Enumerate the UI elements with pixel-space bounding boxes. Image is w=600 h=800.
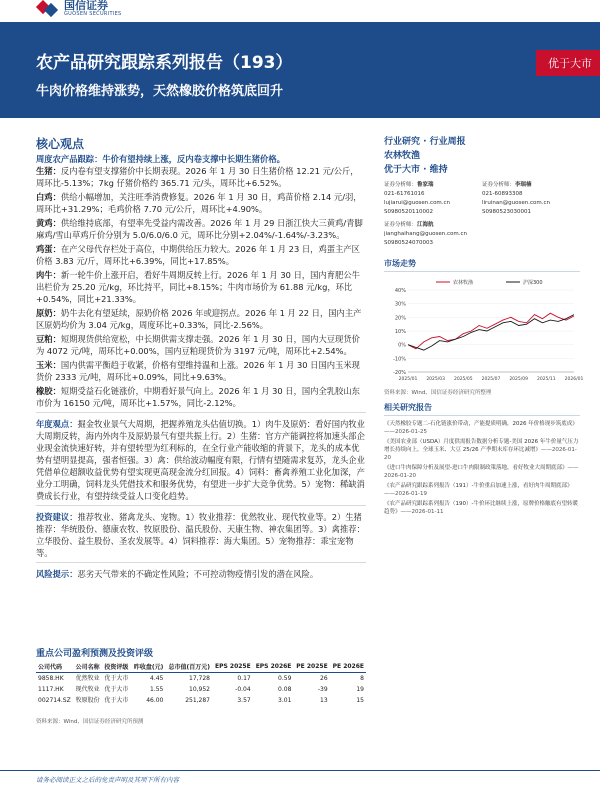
divider xyxy=(36,505,366,506)
related-report-link[interactable]: 《农产品研究跟踪系列报告（191）-牛价重启加速上涨，看好肉牛周期底部》——2026-01-19 xyxy=(384,483,573,497)
x-tick-label: 2025/09 xyxy=(509,377,529,382)
right-column xyxy=(384,135,584,518)
paragraph-list xyxy=(36,165,366,409)
report-category: 行业研究 · 行业周报 xyxy=(384,137,466,147)
analyst-role: 证券分析师： xyxy=(384,182,418,188)
related-report-link[interactable]: 《天然橡胶专题二-石化链涨价带动，产能提质明确，2026 年价格现步筑底成》——2026-01-25 xyxy=(384,421,578,435)
core-view-title: 核心观点 xyxy=(36,137,85,151)
analyst-list xyxy=(384,181,580,252)
table-cell: 13 xyxy=(320,697,328,704)
rating-badge: 优于大市 xyxy=(536,50,600,76)
logo-mark-icon xyxy=(36,0,62,16)
logo xyxy=(36,0,122,22)
risk-warning: 风险提示：恶劣天气带来的不确定性风险；不可控动物疫情引发的潜在风险。 xyxy=(36,569,319,579)
forecast-table xyxy=(36,661,366,706)
x-tick-label: 2025/07 xyxy=(481,377,501,382)
y-tick-label: -20% xyxy=(393,370,406,376)
table-cell: 251,287 xyxy=(185,697,210,704)
table-cell: 002714.SZ xyxy=(38,697,71,704)
commodity-paragraph: 豆粕：短期现货供给宽松，中长期供需支撑走强。2026 年 1 月 30 日，国内大豆现货价为 4072 元/吨，周环比+0.00%，国内豆粕现货价为 3197 元/吨，周环比+2.54%。 xyxy=(36,334,360,356)
commodity-paragraph: 白鸡：供给小幅增加，关注旺季消费修复。2026 年 1 月 30 日，鸡苗价格 2.14 元/羽，周环比+31.29%；毛鸡价格 7.70 元/公斤，周环比+4.90%。 xyxy=(36,192,362,214)
chart-source: 资料来源：Wind、国信证券经济研究所整理 xyxy=(384,390,492,396)
table-source: 资料来源：Wind、国信证券经济研究所预测 xyxy=(36,719,144,725)
analyst-code: S0980524070003 xyxy=(384,240,433,246)
commodity-paragraph: 鸡蛋：在产父母代存栏处于高位，中期供给压力较大。2026 年 1 月 23 日，鸡蛋主产区价格 3.83 元/斤，周环比+6.39%，同比+17.85%。 xyxy=(36,244,360,266)
rating: 优于大市 · 维持 xyxy=(384,165,448,175)
report-subtitle: 牛肉价格维持涨势，天然橡胶价格筑底回升 xyxy=(36,84,284,99)
analyst-name: 李瑞楠 xyxy=(515,182,532,188)
table-cell: 4.45 xyxy=(150,675,164,682)
commodity-paragraph: 玉米：国内供需平衡趋于收紧，价格有望维持温和上涨。2026 年 1 月 30 日国内玉米现货价 2333 元/吨，周环比+0.09%，同比+9.63%。 xyxy=(36,360,360,382)
table-header-cell: 公司名称 xyxy=(74,661,103,673)
related-report-link[interactable]: 《美国农业部（USDA）月度供需报告数据分析专题-美国 2026 年牛价量气压力增长持续向上，全球玉米、大豆 25/26 产季期末库存环比减增》——2026-01-20 xyxy=(384,439,579,461)
analyst-name: 鲁家瑞 xyxy=(417,182,434,188)
y-tick-label: 20% xyxy=(394,315,406,322)
table-header-cell: 投资评级 xyxy=(102,661,131,673)
commodity-paragraph: 肉牛：新一轮牛价上涨开启，看好牛周期反转上行。2026 年 1 月 30 日，国内育肥公牛出栏价为 25.20 元/kg，环比持平，同比+8.15%；牛肉市场价为 61.88 元/kg，环比+0.54%，同比+21.33%。 xyxy=(36,270,360,304)
analyst-card xyxy=(384,221,482,248)
x-tick-label: 2025/05 xyxy=(453,377,473,382)
x-tick-label: 2025/11 xyxy=(536,377,556,382)
analyst-phone: 021-60893308 xyxy=(482,191,523,197)
divider xyxy=(36,562,366,563)
table-row xyxy=(36,695,366,706)
analyst-role: 证券分析师： xyxy=(384,222,418,228)
main-column xyxy=(36,153,366,580)
analyst-card xyxy=(482,181,580,217)
table-cell: 19 xyxy=(356,686,364,693)
table-cell: 0.17 xyxy=(237,675,251,682)
analyst-card xyxy=(384,181,482,217)
analyst-code: S0980523030001 xyxy=(482,209,531,215)
table-cell: 0.08 xyxy=(278,686,292,693)
annual-view: 年度观点：掘金牧业景气大周期，把握养殖龙头估值切换。1）肉牛及原奶：看好国内牧业大周期反转，海内外肉牛及原奶景气有望共振上行。2）生猪：官方产能调控将加速头部企业现金流快速好转，并有望转型为红利标的，在全行业产能收缩的背景下，龙头的成本优势有望明显提高，强者恒强。3）禽：供给波动幅度有限，行情有望随需求复苏，龙头企业凭借单位超额收益优势有望实现更高现金流分红回报。4）饲料：畜禽养殖工业化加深，产业分工明确，饲料龙头凭借技术和服务优势，有望进一步扩大竞争优势。5）宠物：稀缺消费成长行业，有望持续受益人口变化趋势。 xyxy=(36,419,365,501)
table-row xyxy=(36,673,366,685)
investment-advice: 投资建议：推荐牧业、猪禽龙头、宠物。1）牧业推荐：优然牧业、现代牧业等。2）生猪推荐：华统股份、德康农牧、牧原股份、温氏股份、天康生物、神农集团等。3）禽推荐：立华股份、益生股份、圣农发展等。4）饲料推荐：海大集团。5）宠物推荐：乖宝宠物等。 xyxy=(36,512,365,558)
table-header-cell: PE 2026E xyxy=(330,661,366,673)
table-cell: 优于大市 xyxy=(104,686,129,693)
table-cell: 9858.HK xyxy=(38,675,64,682)
y-tick-label: 0% xyxy=(398,342,406,349)
title-banner xyxy=(0,22,600,118)
commodity-paragraph: 黄鸡：供给维持底部，有望率先受益内需改善。2026 年 1 月 29 日浙江快大三黄鸡/青脚麻鸡/雪山草鸡斤价分别为 5.0/6.0/6.0 元，周环比分别+2.04%/-1.64%/-3.23%。 xyxy=(36,218,363,240)
related-report-link[interactable]: 《进口牛肉保障分析及展望-进口牛肉限制政策落地，看好牧业大周期底部》——2026-01-20 xyxy=(384,465,579,479)
x-tick-label: 2025/01 xyxy=(398,377,418,382)
table-header-cell: EPS 2025E xyxy=(212,661,253,673)
y-tick-label: 10% xyxy=(394,329,406,335)
commodity-paragraph: 生猪：反内卷有望支撑猪价中长期表现。2026 年 1 月 30 日生猪价格 12.21 元/公斤，周环比-5.13%；7kg 仔猪价格约 365.71 元/头，周环比+6.52%。 xyxy=(36,166,359,188)
y-tick-label: 40% xyxy=(394,288,406,294)
logo-text-en: GUOSEN SECURITIES xyxy=(64,11,122,17)
table-header-cell: 昨收盘(元) xyxy=(131,661,165,673)
table-cell: 现代牧业 xyxy=(75,686,100,693)
chart-heading: 市场走势 xyxy=(384,258,580,272)
commodity-paragraph: 橡胶：短期受益石化链涨价，中期看好景气向上。2026 年 1 月 30 日，国内全乳胶山东市价为 16150 元/吨，周环比+1.57%，同比-2.12%。 xyxy=(36,386,360,408)
table-header-cell: 公司代码 xyxy=(36,661,74,673)
related-report-link[interactable]: 《农产品研究跟踪系列报告（190）-牛价环比继续上涨，原牌价格触底有望转暖趋势》——2026-01-11 xyxy=(384,501,578,515)
analyst-role: 证券分析师： xyxy=(482,182,516,188)
analyst-email[interactable]: lujiarui@guosen.com.cn xyxy=(384,200,451,206)
table-header-cell: PE 2025E xyxy=(293,661,329,673)
analyst-email[interactable]: liruinan@guosen.com.cn xyxy=(482,200,551,206)
y-tick-label: 30% xyxy=(394,301,406,308)
y-tick-label: -10% xyxy=(393,356,406,363)
table-cell: 15 xyxy=(356,697,364,704)
analyst-name: 江海航 xyxy=(417,222,434,228)
table-cell: -0.04 xyxy=(235,686,251,693)
table-cell: 17,728 xyxy=(189,675,210,682)
x-tick-label: 2025/03 xyxy=(426,377,446,382)
chart-svg xyxy=(384,276,584,386)
analyst-code: S0980520110002 xyxy=(384,209,433,215)
table-header-cell: EPS 2026E xyxy=(253,661,294,673)
table-cell: 3.01 xyxy=(278,697,292,704)
table-cell: 10,952 xyxy=(189,686,210,693)
commodity-paragraph: 原奶：奶牛去化有望延续，原奶价格 2026 年或迎拐点。2026 年 1 月 22 日，国内主产区原奶均价为 3.04 元/kg，周度环比+0.33%，同比-2.56%。 xyxy=(36,308,362,330)
table-cell: -39 xyxy=(317,686,328,693)
table-cell: 优然牧业 xyxy=(75,675,100,682)
table-cell: 牧原股份 xyxy=(75,697,100,704)
x-tick-label: 2026/01 xyxy=(564,377,584,382)
table-cell: 1117.HK xyxy=(38,686,64,693)
footer-divider xyxy=(0,770,600,771)
legend-label: 农林牧渔 xyxy=(453,280,474,286)
logo-text: 国信证券 xyxy=(64,0,108,12)
analyst-phone: 021-61761016 xyxy=(384,191,425,197)
analyst-email[interactable]: jianghaihang@guosen.com.cn xyxy=(384,231,467,237)
related-heading: 相关研究报告 xyxy=(384,402,580,416)
industry: 农林牧渔 xyxy=(384,151,421,161)
table-cell: 优于大市 xyxy=(104,675,129,682)
table-cell: 3.57 xyxy=(237,697,251,704)
related-list xyxy=(384,420,580,516)
table-header-cell: 总市值(百万元) xyxy=(165,661,212,673)
table-cell: 1.55 xyxy=(150,686,164,693)
table-cell: 优于大市 xyxy=(104,697,129,704)
table-cell: 46.00 xyxy=(146,697,164,704)
table-cell: 26 xyxy=(320,675,328,682)
table-cell: 0.59 xyxy=(278,675,292,682)
report-title: 农产品研究跟踪系列报告（193） xyxy=(36,53,293,73)
table-cell: 8 xyxy=(360,675,364,682)
divider xyxy=(36,412,366,413)
legend-label: 沪深300 xyxy=(523,280,543,286)
disclaimer: 请务必阅读正文之后的免责声明及其项下所有内容 xyxy=(36,776,179,784)
forecast-table-title: 重点公司盈利预测及投资评级 xyxy=(36,649,154,659)
headline: 周度农产品跟踪：牛价有望持续上涨，反内卷支撑中长期生猪价格。 xyxy=(36,154,285,164)
market-trend-chart xyxy=(384,276,584,386)
table-row xyxy=(36,684,366,695)
